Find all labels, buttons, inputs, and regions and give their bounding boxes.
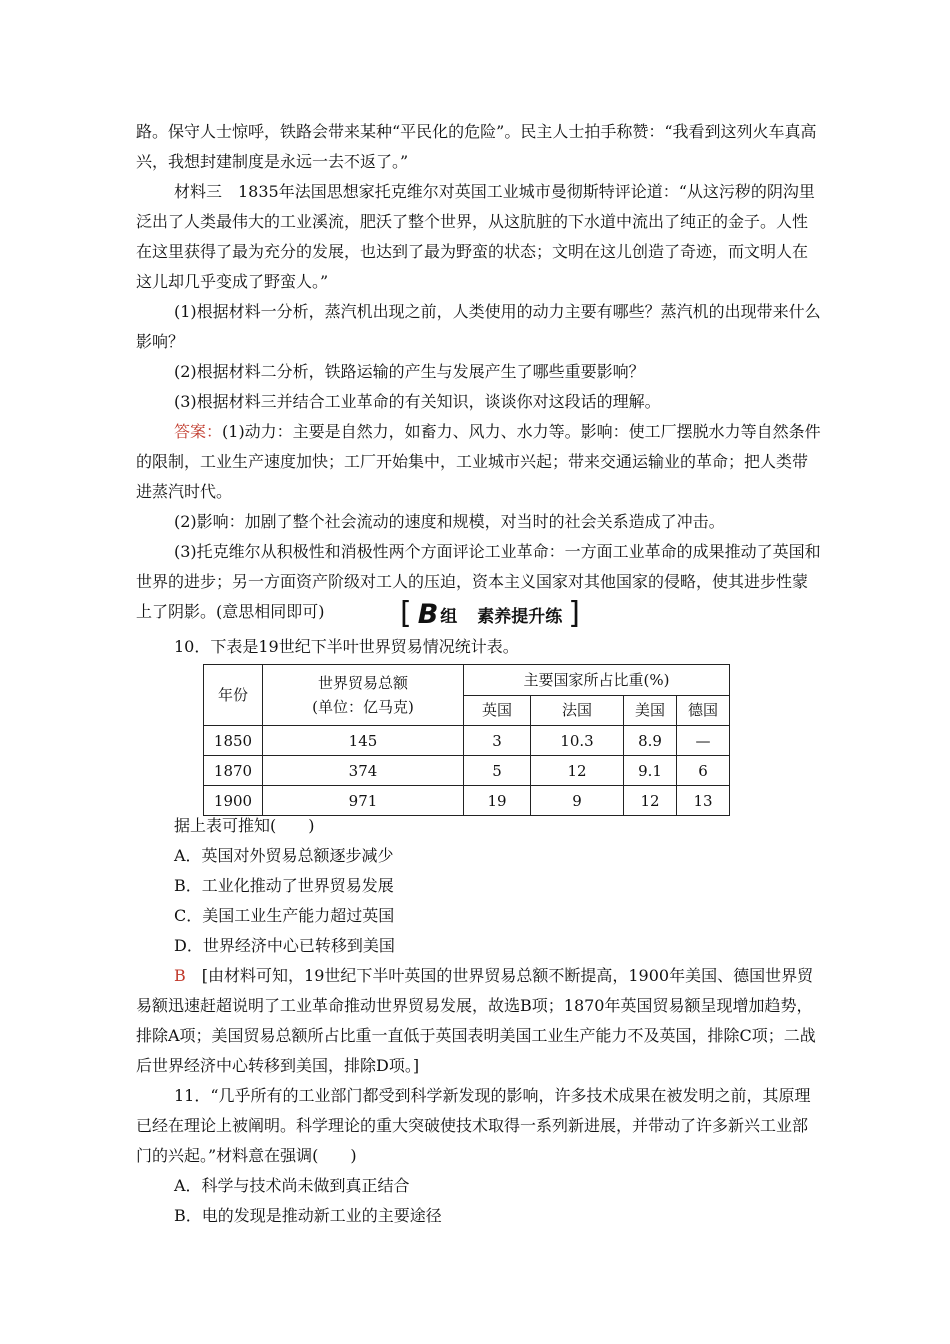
table-row: 1870 374 5 12 9.1 6: [204, 756, 730, 786]
table-row: 1900 971 19 9 12 13: [204, 786, 730, 816]
question-3: (3)根据材料三并结合工业革命的有关知识，谈谈你对这段话的理解。: [174, 392, 661, 411]
material3: 材料三 1835年法国思想家托克维尔对英国工业城市曼彻斯特评论道：“从这污秽的阴沟里泛出了人类最伟大的工业溪流，肥沃了整个世界，从这肮脏的下水道中流出了纯正的金子。人性在这里获得了最为充分的发展，也达到了最为野蛮的状态；文明在这儿创造了奇迹，而文明人在这儿却几乎变成了野蛮人。”: [136, 182, 815, 291]
section-banner: [385, 596, 595, 632]
answer-letter: B: [174, 966, 186, 985]
header-share: 主要国家所占比重(%): [464, 665, 730, 696]
header-total: 世界贸易总额 (单位：亿马克): [263, 665, 464, 726]
q11-stem: 11．“几乎所有的工业部门都受到科学新发现的影响，许多技术成果在被发明之前，其原理已经在理论上被阐明。科学理论的重大突破使技术取得一系列新进展，并带动了许多新兴工业部门的兴起。”材料意在强调( ): [136, 1086, 811, 1165]
option-b: B．电的发现是推动新工业的主要途径: [174, 1206, 442, 1225]
answer-3: (3)托克维尔从积极性和消极性两个方面评论工业革命：一方面工业革命的成果推动了英国和世界的进步；另一方面资产阶级对工人的压迫，资本主义国家对其他国家的侵略，使其进步性蒙上了阴影。(意思相同即可): [136, 542, 821, 621]
q10-prompt: 据上表可推知( ): [174, 816, 315, 835]
table-row: 1850 145 3 10.3 8.9 —: [204, 726, 730, 756]
q10-explanation: B [由材料可知，19世纪下半叶英国的世界贸易总额不断提高，1900年美国、德国世界贸易额迅速赶超说明了工业革命推动世界贸易发展，故选B项；1870年英国贸易额呈现增加趋势，排除A项；美国贸易总额所占比重一直低于英国表明美国工业生产能力不及英国，排除C项；二战后世界经济中心转移到美国，排除D项。]: [136, 966, 816, 1075]
answer-label: 答案：: [174, 422, 223, 441]
header-country: 美国: [624, 695, 677, 726]
option-a: A．英国对外贸易总额逐步减少: [174, 846, 394, 865]
question-2: (2)根据材料二分析，铁路运输的产生与发展产生了哪些重要影响？: [174, 362, 645, 381]
option-a: A．科学与技术尚未做到真正结合: [174, 1176, 410, 1195]
banner-bracket-left: [: [399, 596, 412, 631]
material2-tail: 路。保守人士惊呼，铁路会带来某种“平民化的危险”。民主人士拍手称赞：“我看到这列火车真高兴，我想封建制度是永远一去不返了。”: [136, 122, 817, 171]
answer-1: 答案：(1)动力：主要是自然力，如畜力、风力、水力等。影响：使工厂摆脱水力等自然条件的限制，工业生产速度加快；工厂开始集中，工业城市兴起；带来交通运输业的革命；把人类带进蒸汽时代。: [136, 422, 821, 501]
header-country: 法国: [531, 695, 624, 726]
answer-2: (2)影响：加剧了整个社会流动的速度和规模，对当时的社会关系造成了冲击。: [174, 512, 725, 531]
header-year: 年份: [204, 665, 263, 726]
material-block: [136, 117, 822, 631]
banner-title: 素养提升练: [477, 606, 563, 627]
banner-group: 组: [440, 606, 458, 627]
q10-body: [136, 811, 822, 1231]
question-1: (1)根据材料一分析，蒸汽机出现之前，人类使用的动力主要有哪些？蒸汽机的出现带来什么影响？: [136, 302, 821, 351]
q10-stem-block: [136, 632, 822, 662]
q10-stem: 10．下表是19世纪下半叶世界贸易情况统计表。: [174, 637, 519, 656]
option-c: C．美国工业生产能力超过英国: [174, 906, 395, 925]
option-b: B．工业化推动了世界贸易发展: [174, 876, 394, 895]
banner-letter: B: [417, 598, 439, 630]
header-country: 德国: [677, 695, 730, 726]
trade-table: [203, 664, 730, 816]
banner-bracket-right: ]: [568, 596, 581, 631]
header-country: 英国: [464, 695, 531, 726]
option-d: D．世界经济中心已转移到美国: [174, 936, 395, 955]
